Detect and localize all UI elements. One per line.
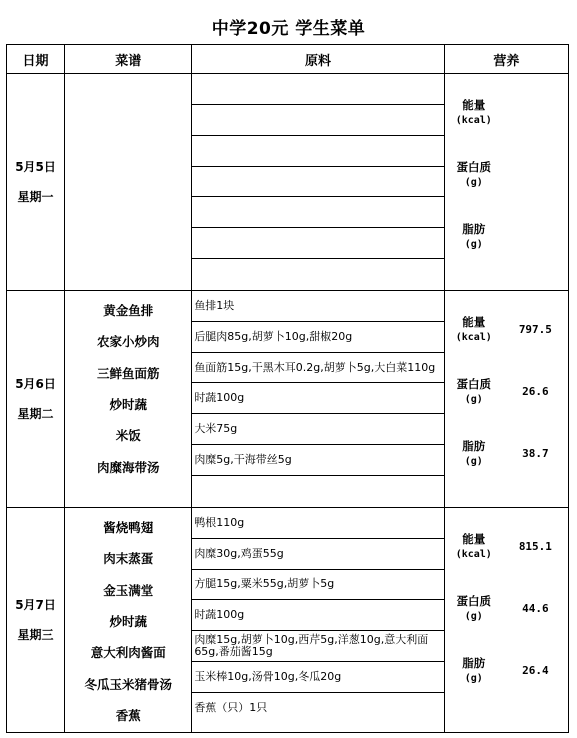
menu-table (6, 44, 569, 733)
date-label: 5月6日 (15, 376, 56, 391)
date-cell (7, 290, 65, 507)
nutrition-unit: (kcal) (455, 548, 492, 560)
ingredients-cell (192, 507, 444, 732)
dish-name: 米饭 (115, 428, 141, 444)
nutrition-energy-label (445, 98, 503, 128)
header-ingredients: 原料 (192, 45, 444, 74)
header-row (7, 45, 569, 74)
nutrition-energy (445, 516, 568, 578)
ingredient-line: 后腿肉85g,胡萝卜10g,甜椒20g (192, 322, 443, 353)
date-cell (7, 507, 65, 732)
nutrition-protein-label (445, 377, 503, 407)
ingredient-line (192, 228, 443, 259)
weekday-label: 星期一 (17, 189, 54, 204)
ingredient-line: 香蕉（只）1只 (194, 701, 268, 715)
header-nutrition: 营养 (444, 45, 568, 74)
dish-name: 三鲜鱼面筋 (96, 365, 160, 381)
day-row (7, 290, 569, 507)
nutrition-energy-label (445, 532, 503, 562)
nutrition-name: 蛋白质 (456, 593, 491, 608)
ingredient-line (192, 74, 443, 105)
nutrition-name: 蛋白质 (456, 376, 491, 391)
nutrition-cell (444, 507, 568, 732)
weekday-label: 星期三 (17, 627, 54, 642)
dish-name: 酱烧鸭翅 (103, 519, 154, 535)
nutrition-cell (444, 74, 568, 291)
nutrition-fat-value: 38.7 (522, 447, 549, 461)
nutrition-fat-value: 26.4 (522, 664, 549, 678)
nutrition-unit: (g) (464, 393, 483, 405)
ingredient-line: 肉糜5g,干海带丝5g (192, 445, 443, 476)
nutrition-name: 能量 (462, 314, 486, 329)
weekday-label: 星期二 (17, 406, 54, 421)
ingredient-line (192, 476, 443, 507)
ingredient-line: 时蔬100g (192, 383, 443, 414)
nutrition-name: 脂肪 (462, 222, 486, 236)
nutrition-fat-label (445, 656, 503, 686)
nutrition-fat (445, 423, 568, 485)
ingredient-line: 方腿15g,粟米55g,胡萝卜5g (192, 570, 443, 601)
ingredient-line: 肉糜15g,胡萝卜10g,西芹5g,洋葱10g,意大利面65g,番茄酱15g (192, 631, 443, 662)
dish-cell (65, 290, 192, 507)
date-label: 5月7日 (15, 597, 56, 612)
dish-name: 农家小炒肉 (96, 334, 160, 350)
ingredient-line (192, 167, 443, 198)
nutrition-name: 能量 (462, 531, 486, 546)
ingredients-cell (192, 290, 444, 507)
nutrition-protein-label (445, 160, 503, 190)
nutrition-energy (445, 82, 568, 144)
nutrition-protein (445, 578, 568, 640)
dish-name: 肉末蒸蛋 (103, 551, 154, 567)
ingredients-cell (192, 74, 444, 291)
dish-name: 意大利肉酱面 (90, 645, 166, 661)
nutrition-fat (445, 206, 568, 268)
dish-name: 炒时蔬 (109, 613, 147, 629)
nutrition-protein-value: 26.6 (522, 385, 549, 399)
dish-name: 香蕉 (115, 708, 141, 724)
nutrition-fat-label (445, 222, 503, 252)
nutrition-protein (445, 144, 568, 206)
nutrition-name: 脂肪 (462, 438, 486, 453)
ingredient-line: 鱼排1块 (192, 291, 443, 322)
ingredient-line: 时蔬100g (192, 600, 443, 631)
nutrition-unit: (g) (464, 177, 483, 188)
ingredient-line (192, 105, 443, 136)
nutrition-protein-label (445, 594, 503, 624)
header-date: 日期 (7, 45, 65, 74)
ingredient-line: 肉糜30g,鸡蛋55g (192, 539, 443, 570)
dish-cell (65, 507, 192, 732)
nutrition-cell (444, 290, 568, 507)
dish-name: 肉糜海带汤 (96, 459, 160, 475)
nutrition-energy-value: 815.1 (518, 540, 552, 554)
nutrition-protein-value: 44.6 (522, 602, 549, 616)
nutrition-protein (445, 361, 568, 423)
nutrition-unit: (kcal) (455, 115, 492, 126)
nutrition-energy (445, 299, 568, 361)
dish-name: 黄金鱼排 (103, 302, 154, 318)
nutrition-name: 能量 (462, 98, 486, 112)
nutrition-energy-label (445, 315, 503, 345)
ingredient-line (192, 197, 443, 228)
day-row (7, 507, 569, 732)
nutrition-unit: (g) (464, 239, 483, 250)
nutrition-energy-value: 797.5 (518, 323, 552, 337)
dish-name: 金玉满堂 (103, 582, 154, 598)
day-row (7, 74, 569, 291)
nutrition-fat (445, 640, 568, 702)
dish-cell (65, 74, 192, 291)
ingredient-line: 大米75g (192, 414, 443, 445)
nutrition-unit: (g) (464, 455, 483, 467)
date-label: 5月5日 (15, 159, 56, 174)
ingredient-line (192, 136, 443, 167)
ingredient-line: 玉米棒10g,汤骨10g,冬瓜20g (192, 662, 443, 693)
nutrition-name: 脂肪 (462, 655, 486, 670)
ingredient-line (192, 259, 443, 290)
nutrition-unit: (g) (464, 672, 483, 684)
nutrition-unit: (g) (464, 610, 483, 622)
ingredient-line: 鸭根110g (192, 508, 443, 539)
dish-name: 炒时蔬 (109, 397, 147, 413)
dish-name: 冬瓜玉米猪骨汤 (84, 676, 172, 692)
nutrition-fat-label (445, 439, 503, 469)
date-cell (7, 74, 65, 291)
page-title: 中学20元 学生菜单 (211, 19, 366, 39)
ingredient-line: 鱼面筋15g,干黑木耳0.2g,胡萝卜5g,大白菜110g (192, 353, 443, 384)
nutrition-unit: (kcal) (455, 331, 492, 343)
header-dish: 菜谱 (65, 45, 192, 74)
nutrition-name: 蛋白质 (456, 160, 491, 174)
